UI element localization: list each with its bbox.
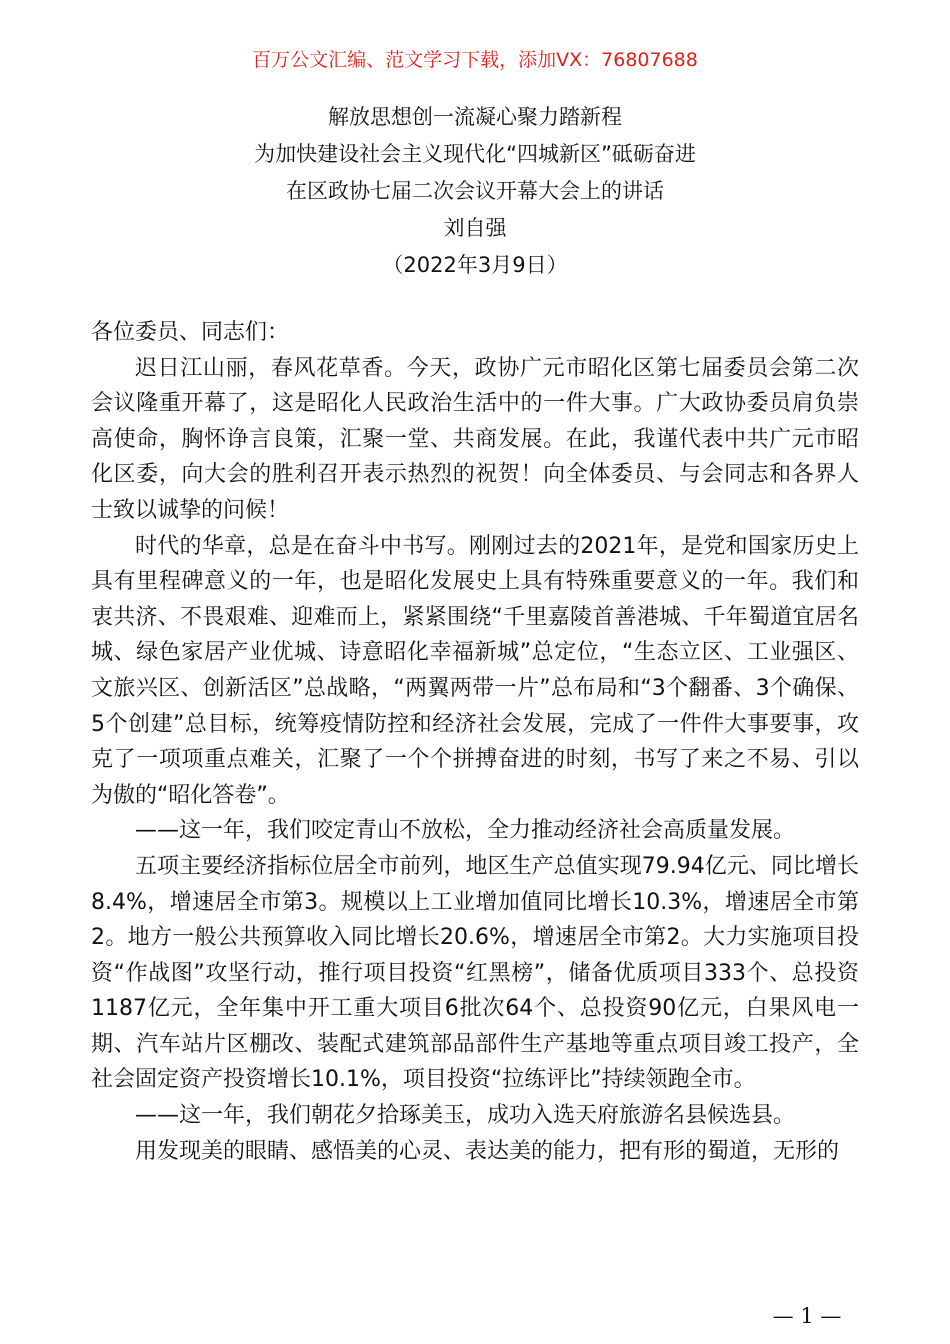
paragraph: 迟日江山丽，春风花草香。今天，政协广元市昭化区第七届委员会第二次会议隆重开幕了，这是昭化人民政治生活中的一件大事。广大政协委员肩负崇高使命，胸怀诤言良策，汇聚一堂、共商发展。在此，我谨代表中共广元市昭化区委，向大会的胜利召开表示热烈的祝贺！向全体委员、与会同志和各界人士致以诚挚的问候！ [91, 355, 859, 523]
main-title: 解放思想创一流凝心聚力踏新程 [328, 105, 622, 129]
speech-date: （2022年3月9日） [382, 253, 568, 277]
salutation: 各位委员、同志们： [91, 320, 290, 345]
speech-occasion: 在区政协七届二次会议开幕大会上的讲话 [286, 179, 664, 203]
paragraph: 用发现美的眼睛、感悟美的心灵、表达美的能力，把有形的蜀道，无形的 [135, 1138, 840, 1164]
paragraph: 时代的华章，总是在奋斗中书写。刚刚过去的2021年，是党和国家历史上具有里程碑意义的一年，也是昭化发展史上具有特殊重要意义的一年。我们和衷共济、不畏艰难、迎难而上，紧紧围绕“千里嘉陵首善港城、千年蜀道宜居名城、绿色家居产业优城、诗意昭化幸福新城”总定位，“生态立区、工业强区、文旅兴区、创新活区”总战略，“两翼两带一片”总布局和“3个翻番、3个确保、5个创建”总目标，统筹疫情防控和经济社会发展，完成了一件件大事要事，攻克了一项项重点难关，汇聚了一个个拼搏奋进的时刻，书写了来之不易、引以为傲的“昭化答卷”。 [91, 533, 859, 808]
section-heading: ——这一年，我们朝花夕拾琢美玉，成功入选天府旅游名县候选县。 [135, 1103, 796, 1129]
header-banner: 百万公文汇编、范文学习下载，添加VX：76807688 [252, 49, 698, 71]
page-number: — 1 — [772, 1304, 842, 1328]
subtitle: 为加快建设社会主义现代化“四城新区”砥砺奋进 [254, 142, 696, 166]
speaker-name: 刘自强 [443, 216, 507, 240]
section-heading: ——这一年，我们咬定青山不放松，全力推动经济社会高质量发展。 [135, 818, 796, 844]
document-title-block [0, 99, 950, 284]
document-body [91, 315, 859, 1169]
paragraph: 五项主要经济指标位居全市前列，地区生产总值实现79.94亿元、同比增长8.4%，增速居全市第3。规模以上工业增加值同比增长10.3%，增速居全市第2。地方一般公共预算收入同比增长20.6%，增速居全市第2。大力实施项目投资“作战图”攻坚行动，推行项目投资“红黑榜”，储备优质项目333个、总投资1187亿元，全年集中开工重大项目6批次64个、总投资90亿元，白果风电一期、汽车站片区棚改、装配式建筑部品部件生产基地等重点项目竣工投产，全社会固定资产投资增长10.1%，项目投资“拉练评比”持续领跑全市。 [91, 853, 859, 1093]
